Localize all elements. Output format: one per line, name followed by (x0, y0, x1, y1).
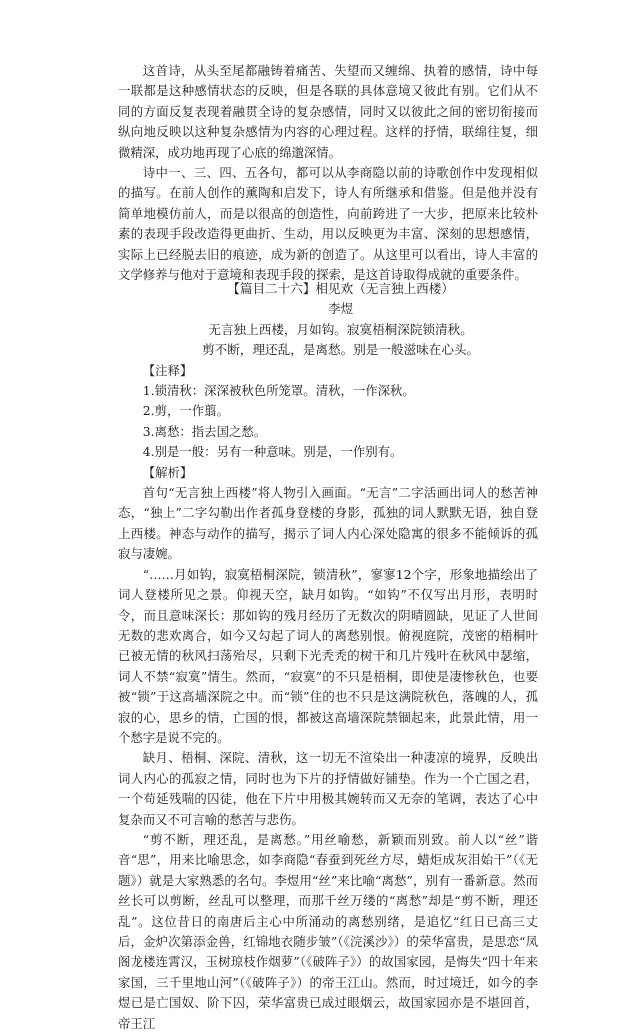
note-item-4: 4.别是一般：另有一种意味。别是，一作别有。 (142, 444, 403, 460)
poem-author: 李煜 (328, 301, 354, 317)
poem-verse-2: 剪不断，理还乱，是离愁。别是一般滋味在心头。 (202, 342, 480, 358)
analysis-heading: 【解析】 (142, 464, 193, 480)
intro-paragraph-2: 诗中一、三、四、五各句，都可以从李商隐以前的诗歌创作中发现相似的描写。在前人创作的薰陶和启发下，诗人有所继承和借鉴。但是他并没有简单地模仿前人，而是以很高的创造性，向前跨进了一大步，把原来比较朴素的表现手段改造得更曲折、生动，用以反映更为丰富、深刻的思想感情，实际上已经脱去旧的痕迹，成为新的创造了。从这里可以看出，诗人丰富的文学修养与他对于意境和表现手段的探索，是这首诗取得成就的重要条件。 (118, 165, 538, 283)
note-item-1: 1.锁清秋：深深被秋色所笼罩。清秋，一作深秋。 (142, 383, 415, 399)
notes-heading: 【注释】 (142, 362, 193, 378)
analysis-paragraph-1: 首句“无言独上西楼”将人物引入画面。“无言”二字活画出词人的愁苦神态，“独上”二字勾勒出作者孤身登楼的身影，孤独的词人默默无语，独自登上西楼。神态与动作的描写，揭示了词人内心深处隐寓的很多不能倾诉的孤寂与凄婉。 (118, 485, 538, 562)
analysis-paragraph-4: “剪不断，理还乱，是离愁。”用丝喻愁，新颖而别致。前人以“丝”谐音“思”，用来比喻思念，如李商隐“春蚕到死丝方尽，蜡炬成灰泪始干”（《无题》）就是大家熟悉的名句。李煜用“丝”来比喻“离愁”，别有一番新意。然而丝长可以剪断，丝乱可以整理，而那千丝万缕的“离愁”却是“剪不断，理还乱”。这位昔日的南唐后主心中所涌动的离愁别绪，是追忆“红日已高三丈后，金炉次第添金兽，红锦地衣随步皱”（《浣溪沙》）的荣华富贵，是思恋“凤阁龙楼连霄汉，玉树琼枝作烟萝”（《破阵子》）的故国家园，是悔失“四十年来家国，三千里地山河”（《破阵子》）的帝王江山。然而，时过境迁，如今的李煜已是亡国奴、阶下囚，荣华富贵已成过眼烟云，故国家园亦是不堪回首，帝王江 (118, 831, 538, 1031)
analysis-paragraph-2: “……月如钩，寂寞梧桐深院，锁清秋”，寥寥12个字，形象地描绘出了词人登楼所见之景。仰视天空，缺月如钩。“如钩”不仅写出月形，表明时令，而且意味深长：那如钩的残月经历了无数次的阴晴圆缺，见证了人世间无数的悲欢离合，如今又勾起了词人的离愁别恨。俯视庭院，茂密的梧桐叶已被无情的秋风扫荡殆尽，只剩下光秃秃的树干和几片残叶在秋风中瑟缩，词人不禁“寂寞”情生。然而，“寂寞”的不只是梧桐，即使是凄惨秋色，也要被“锁”于这高墙深院之中。而“锁”住的也不只是这满院秋色，落魄的人，孤寂的心，思乡的情，亡国的恨，都被这高墙深院禁锢起来，此景此情，用一个愁字是说不完的。 (118, 566, 538, 745)
analysis-paragraph-3: 缺月、梧桐、深院、清秋，这一切无不渲染出一种凄凉的境界，反映出词人内心的孤寂之情，同时也为下片的抒情做好铺垫。作为一个亡国之君，一个苟延残喘的囚徒，他在下片中用极其婉转而又无奈的笔调，表达了心中复杂而又不可言喻的愁苦与悲伤。 (118, 750, 538, 827)
poem-section (118, 279, 538, 1034)
analysis-body (118, 483, 538, 1034)
intro-section (118, 61, 538, 285)
note-item-2: 2.剪，一作翦。 (142, 403, 229, 419)
poem-verse-1: 无言独上西楼，月如钩。寂寞梧桐深院锁清秋。 (208, 321, 473, 337)
note-item-3: 3.离愁：指去国之愁。 (142, 423, 267, 439)
intro-paragraph-1: 这首诗，从头至尾都融铸着痛苦、失望而又缠绵、执着的感情，诗中每一联都是这种感情状态的反映，但是各联的具体意境又彼此有别。它们从不同的方面反复表现着融贯全诗的复杂感情，同时又以彼此之间的密切衔接而纵向地反映以这种复杂感情为内容的心理过程。这样的抒情，联绵往复，细微精深，成功地再现了心底的绵邈深情。 (118, 63, 538, 160)
poem-title: 【篇目二十六】相见欢（无言独上西楼） (227, 281, 454, 296)
